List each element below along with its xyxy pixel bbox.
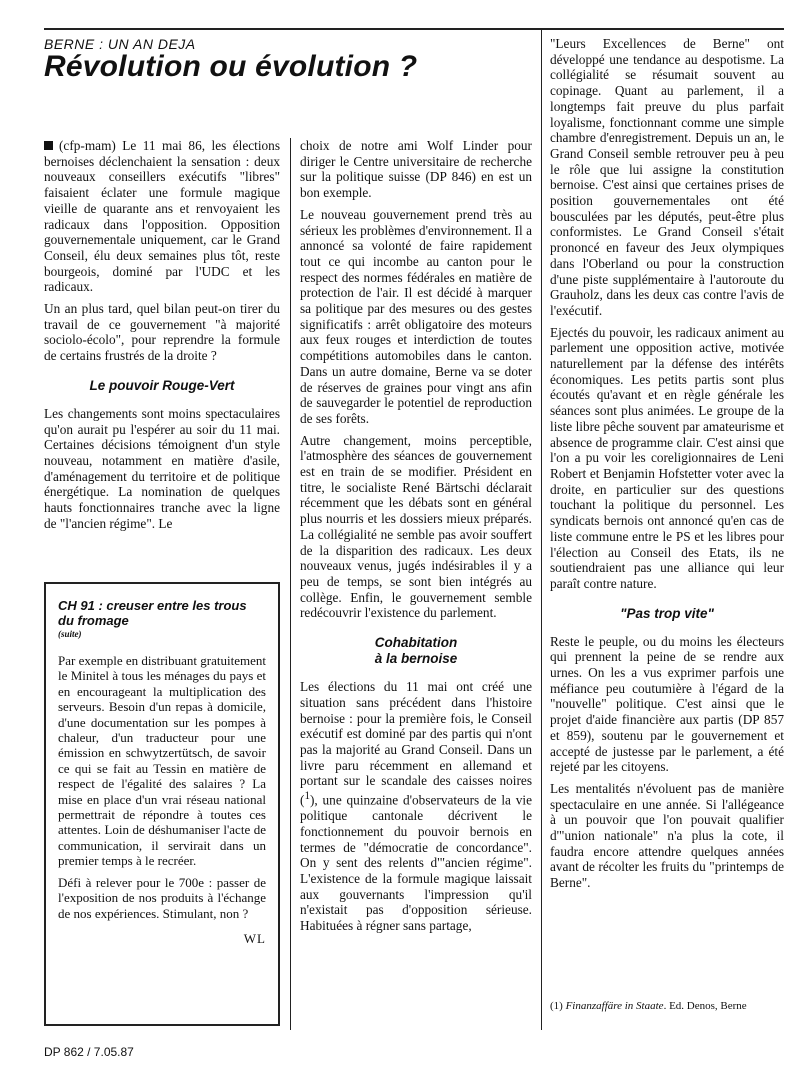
box-body	[58, 653, 266, 921]
paragraph: Reste le peuple, ou du moins les électeurs qui prennent la peine de se rendre aux urnes. On les a vus exprimer parfois une méfiance peu coutumière à l'égard de la "nouvelle" politique. C'est ainsi que le projet d'aide financière aux partis (DP 857 et 859), soutenu par le gouvernement et accepté de justesse par le parlement, a été rejeté par les citoyens.	[550, 633, 784, 775]
paragraph: Les changements sont moins spectaculaires qu'on aurait pu l'espérer au soir du 11 mai. Certaines décisions témoignent d'un style nouveau, notamment en matière d'asile, d'aménagement du territoire et de politique énergétique. La nomination de quelques hauts fonctionnaires tranche avec la ligne de "l'ancien régime". Le	[44, 405, 280, 531]
footnote: (1) Finanzaffäre in Staate. Ed. Denos, Berne	[550, 1000, 747, 1012]
paragraph: Le nouveau gouvernement prend très au sérieux les problèmes d'environnement. Il a annoncé sa volonté de faire rapidement tout ce qui incombe au canton pour le respect des normes fédérales en matière de protection de l'air. Il est décidé à marquer sa politique par des mesures ou des gestes significatifs : arrêt obligatoire des moteurs aux feux rouges et interdiction de toutes compétitions automobiles dans le canton. Dans un autre domaine, Berne va se doter de réserves de graines pour vingt ans afin de sauvegarder le potentiel de reproduction de ses forêts.	[300, 206, 532, 426]
box-title: CH 91 : creuser entre les trous du fromage	[58, 598, 247, 628]
article-kicker: BERNE : UN AN DEJA	[44, 36, 196, 52]
top-rule	[44, 28, 784, 30]
subheading: Le pouvoir Rouge-Vert	[89, 377, 235, 393]
sidebar-box	[44, 582, 280, 1026]
square-bullet-icon	[44, 141, 53, 150]
paragraph: Défi à relever pour le 700e : passer de l'exposition de nos produits à l'échange de nos expériences. Stimulant, non ?	[58, 874, 266, 921]
subheading: Cohabitation à la bernoise	[374, 635, 458, 667]
footnote-ref: 1	[304, 790, 310, 803]
paragraph: Autre changement, moins perceptible, l'atmosphère des séances de gouvernement est en train de se modifier. Président en titre, le socialiste René Bärtschi déclarait récemment que les débats sont en général plus nourris et les dossiers mieux préparés. La collégialité ne semble pas avoir souffert de la disparition des radicaux. Les deux nouveaux venus, jugés indésirables il y a peu de temps, se sont bien intégrés au collège. Enfin, le gouvernement semble redécouvrir l'existence du parlement.	[300, 432, 532, 621]
box-signature: WL	[243, 930, 266, 946]
box-suite-label: (suite)	[58, 629, 82, 639]
paragraph: Par exemple en distribuant gratuitement le Minitel à tous les ménages du pays et en encourageant la multiplication des serveurs. Besoin d'un repas à domicile, d'une documentation sur les pompes à chaleur, d'un traducteur pour une émission en schwytzertütsch, de savoir ce qui se fait au Tessin en matière de respect de l'égalité des salaires ? La mise en place d'un vrai réseau national permettrait de répondre à toutes ces attentes. Loin de déshumaniser l'acte de communication, il servirait dans un premier temps à le recréer.	[58, 653, 266, 869]
paragraph: Les mentalités n'évoluent pas de manière spectaculaire en une année. Si l'allégeance à un pouvoir que l'on pouvait qualifier d'"union nationale" n'a plus la cote, il faudra encore attendre quelques années avant de récolter les fruits du "printemps de Berne".	[550, 780, 784, 891]
paragraph: Un an plus tard, quel bilan peut-on tirer du travail de ce gouvernement "à majorité sociolo-écolo", pour reprendre la formule de certains frustrés de la droite ?	[44, 301, 280, 364]
paragraph: (cfp-mam) Le 11 mai 86, les élections bernoises déclenchaient la sensation : deux nouveaux conseillers exécutifs "libres" faisaient éclater une formule magique vieille de quarante ans et renvoyaient les radicaux dans l'opposition. Opposition gouvernementale uniquement, car le Grand Conseil, élu deux semaines plus tôt, reste bourgeois, dominé par l'UDC et les radicaux.	[44, 138, 280, 295]
paragraph: choix de notre ami Wolf Linder pour diriger le Centre universitaire de recherche sur la politique suisse (DP 846) en est un bon exemple.	[300, 138, 532, 201]
paragraph: Les élections du 11 mai ont créé une situation sans précédent dans l'histoire bernoise : pour la première fois, le Conseil exécutif est dominé par des partis qui n'ont pas la majorité au Grand Conseil. Dans un livre paru récemment en allemand et portant sur le scandale des caisses noires ($^1$), une quinzaine d'observateurs de la vie politique cantonale décrivent le fonctionnement du pouvoir bernois en termes de "démocratie de concordance". On y sent des relents d'"ancien régime". L'existence de la formule magique laissait aux gouvernants l'impression qu'il n'existait pas d'opposition sérieuse. Habituées à régner sans partage,	[300, 679, 532, 934]
issue-footer: DP 862 / 7.05.87	[44, 1045, 134, 1059]
article-title: Révolution ou évolution ?	[44, 50, 418, 83]
paragraph: Ejectés du pouvoir, les radicaux animent au parlement une opposition active, motivée naturellement par la défense des intérêts économiques. Les petits partis sont plus écoutés qu'avant et en règle générale les séances sont plus animées. Le groupe de la liste libre pêche souvent par amateurisme et absence de programme clair. C'est ainsi que l'on a pu voir les coreligionnaires de Leni Robert et Benjamin Hofstetter voter avec la droite, en particulier sur des questions touchant la politique du personnel. Les syndicats bernois ont annoncé qu'en cas de liste commune entre le PS et les libres pour l'élection au Conseil des Etats, ils ne soutiendraient pas une alliance qui leur paraît contre nature.	[550, 324, 784, 591]
column-2	[300, 138, 532, 940]
column-divider-2	[541, 28, 542, 1030]
paragraph: "Leurs Excellences de Berne" ont développé une tendance au despotisme. La collégialité se résumait souvent au copinage. Quant au parlement, il a longtemps fait preuve du plus parfait loyalisme, fonctionnant comme une simple chambre d'enregistrement. Depuis un an, le Grand Conseil semble retrouver peu à peu le rôle que lui assigne la constitution bernoise. C'est ainsi que certaines prises de position gouvernementales ont été bousculées par les députés, peut-être plus conformistes. Le Grand Conseil s'était prononcé en faveur des Jeux olympiques dans l'Oberland ou pour la construction d'une piste supplémentaire à l'autoroute du Grauholz, dans les deux cas contre l'avis de l'exécutif.	[550, 36, 784, 318]
column-1	[44, 138, 280, 537]
subheading: "Pas trop vite"	[620, 605, 714, 621]
column-3	[550, 36, 784, 897]
column-divider-1	[290, 138, 291, 1030]
